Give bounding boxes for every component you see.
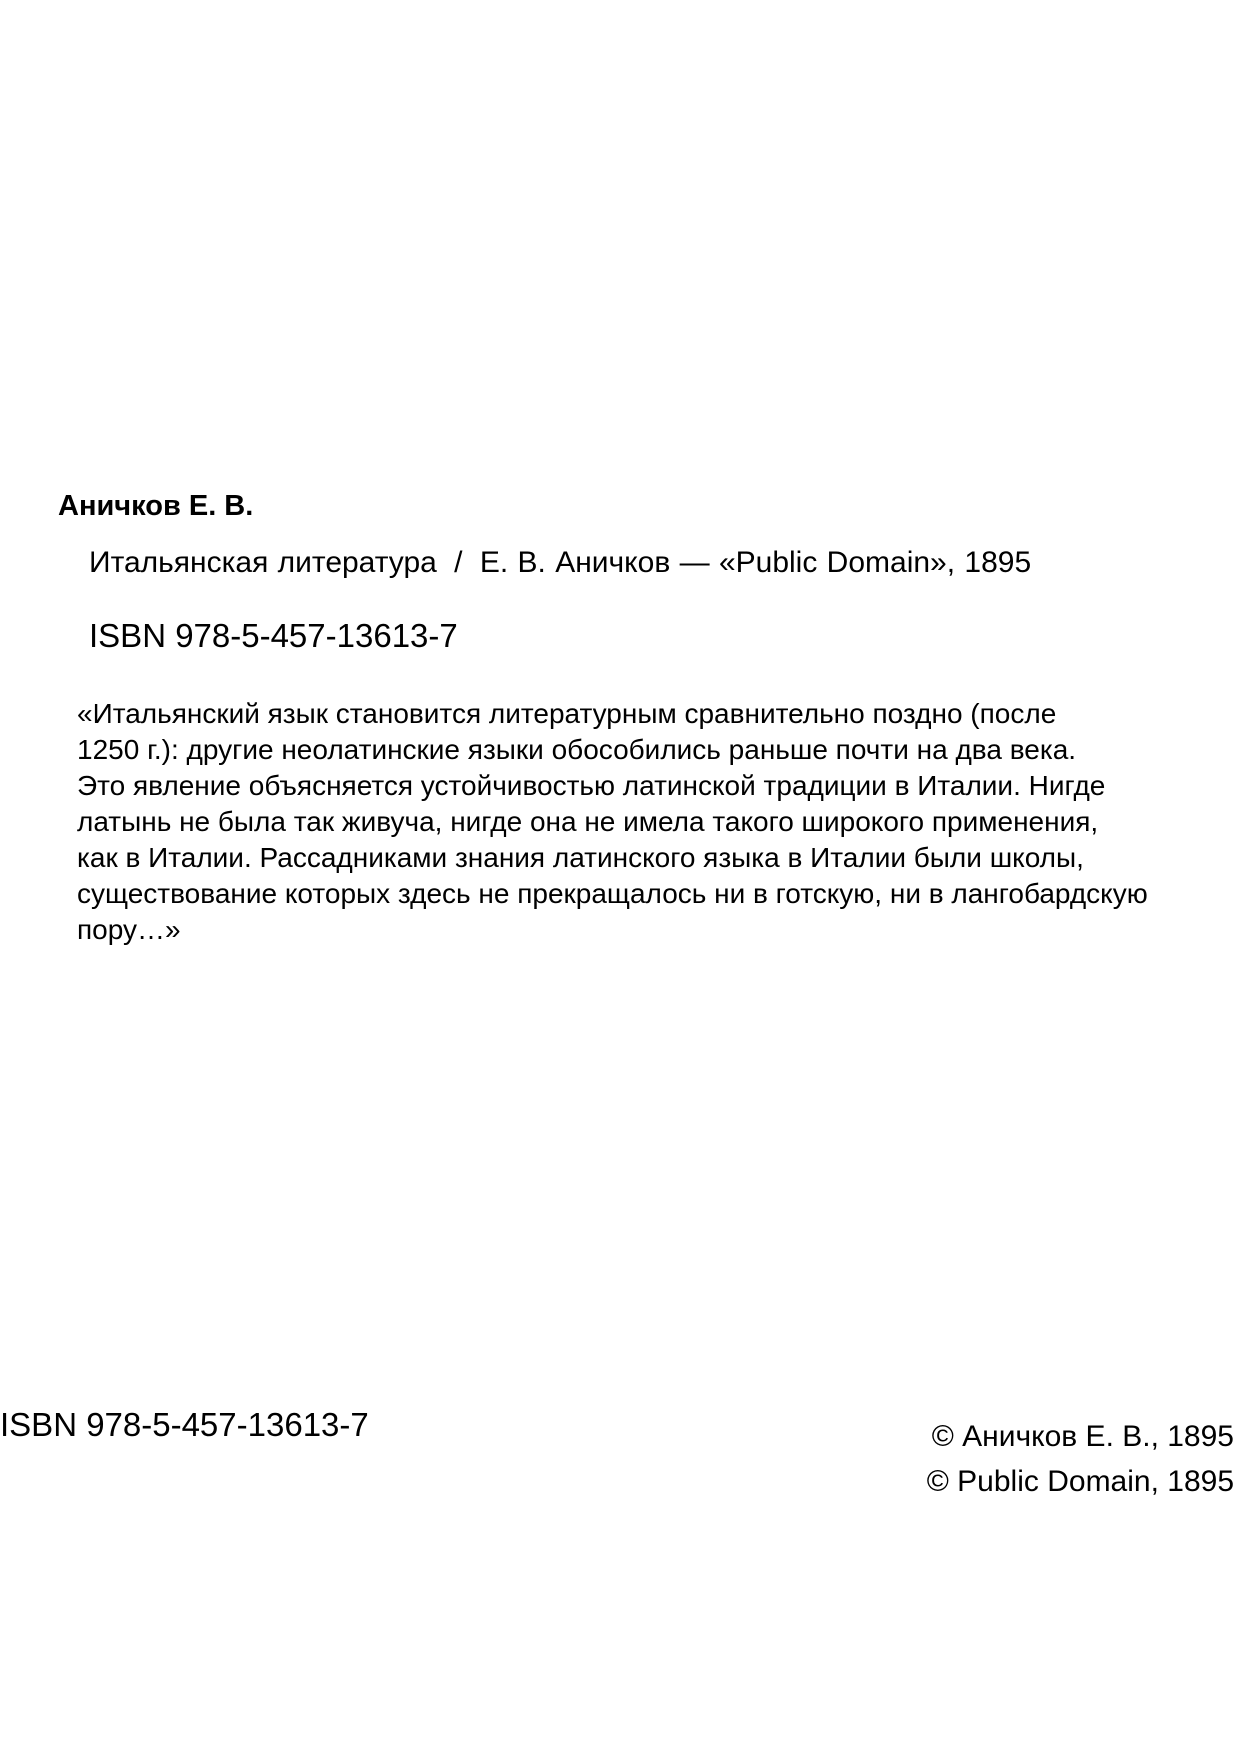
bibliographic-record: [89, 546, 1031, 580]
annotation-line: 1250 г.): другие неолатинские языки обособились раньше почти на два века.: [77, 734, 1077, 765]
annotation-line: существование которых здесь не прекращалось ни в готскую, ни в лангобардскую: [77, 878, 1148, 909]
record-author: Е. В. Аничков —: [479, 546, 710, 579]
copyright-author: © Аничков Е. В., 1895: [931, 1420, 1234, 1453]
annotation-line: Это явление объясняется устойчивостью латинской традиции в Италии. Нигде: [77, 770, 1106, 801]
copyright-block: [927, 1414, 1234, 1504]
annotation-line: пору…»: [77, 914, 181, 945]
isbn-top: ISBN 978-5-457-13613-7: [89, 617, 458, 654]
record-separator: /: [454, 546, 463, 579]
annotation-line: «Итальянский язык становится литературным сравнительно поздно (после: [77, 698, 1057, 729]
record-year: 1895: [964, 546, 1032, 579]
annotation-line: как в Италии. Рассадниками знания латинского языка в Италии были школы,: [77, 842, 1084, 873]
isbn-bottom: ISBN 978-5-457-13613-7: [0, 1406, 369, 1443]
annotation: [77, 696, 1237, 948]
annotation-line: латынь не была так живуча, нигде она не имела такого широкого применения,: [77, 806, 1099, 837]
record-publisher: «Public Domain»,: [718, 546, 956, 579]
book-title: Итальянская литература: [89, 546, 437, 579]
copyright-publisher: © Public Domain, 1895: [926, 1465, 1234, 1498]
author-heading: Аничков Е. В.: [58, 490, 254, 522]
